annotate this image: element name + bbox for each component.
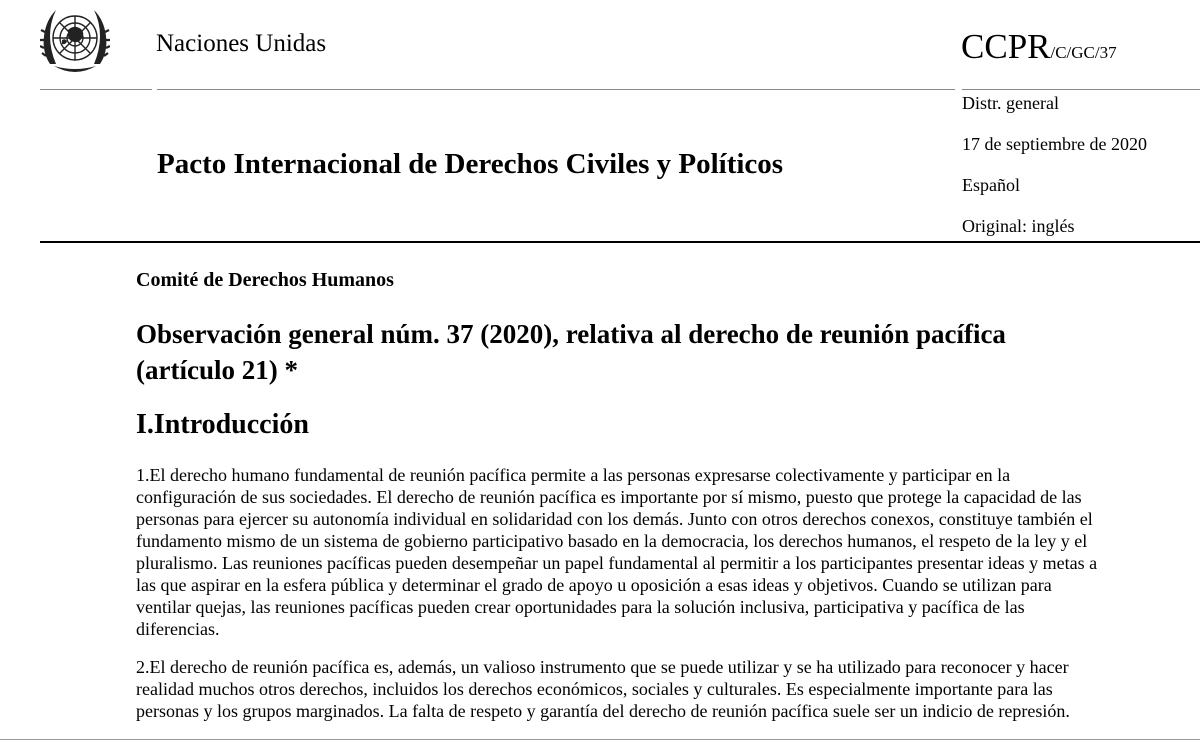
covenant-title: Pacto Internacional de Derechos Civiles y Políticos bbox=[157, 148, 784, 180]
header-divider-middle bbox=[157, 89, 955, 90]
organization-name: Naciones Unidas bbox=[156, 30, 327, 57]
header-divider-right bbox=[962, 89, 1200, 90]
document-symbol-main: CCPR bbox=[961, 27, 1051, 66]
paragraph-1: 1.El derecho humano fundamental de reunión pacífica permite a las personas expresarse colectivamente y participar en la configuración de sus sociedades. El derecho de reunión pacífica es importante por sí mismo, puesto que protege la capacidad de las personas para ejercer su autonomía individual en solidaridad con los demás. Junto con otros derechos conexos, constituye también el fundamento mismo de un sistema de gobierno participativo basado en la democracia, los derechos humanos, el respeto de la ley y el pluralismo. Las reuniones pacíficas pueden desempeñar un papel fundamental al permitir a los participantes presentar ideas y metas a las que aspirar en la esfera pública y determinar el grado de apoyo u oposición a esas ideas y objetivos. Cuando se utilizan para ventilar quejas, las reuniones pacíficas pueden crear oportunidades para la solución inclusiva, participativa y pacífica de las diferencias. bbox=[136, 465, 1098, 639]
viewport-bottom-edge bbox=[0, 739, 1200, 740]
distribution-label: Distr. general bbox=[962, 93, 1059, 113]
section-heading: I.Introducción bbox=[136, 409, 309, 440]
paragraph-2: 2.El derecho de reunión pacífica es, además, un valioso instrumento que se puede utilizar y se ha utilizado para reconocer y hacer realidad muchos otros derechos, incluidos los derechos económicos, sociales y culturales. Es especialmente importante para las personas y los grupos marginados. La falta de respeto y garantía del derecho de reunión pacífica suele ser un indicio de represión. bbox=[136, 657, 1070, 721]
document-language: Español bbox=[962, 175, 1020, 195]
header-divider-left bbox=[40, 89, 152, 90]
committee-name: Comité de Derechos Humanos bbox=[136, 269, 394, 291]
original-language: Original: inglés bbox=[962, 216, 1075, 236]
document-symbol-suffix: /C/GC/37 bbox=[1050, 43, 1117, 62]
un-emblem-icon bbox=[40, 4, 110, 84]
document-symbol bbox=[961, 27, 1117, 67]
header-bottom-rule bbox=[40, 241, 1200, 243]
document-date: 17 de septiembre de 2020 bbox=[962, 134, 1147, 154]
general-comment-title: Observación general núm. 37 (2020), relativa al derecho de reunión pacífica (artículo 21) * bbox=[136, 319, 1006, 385]
